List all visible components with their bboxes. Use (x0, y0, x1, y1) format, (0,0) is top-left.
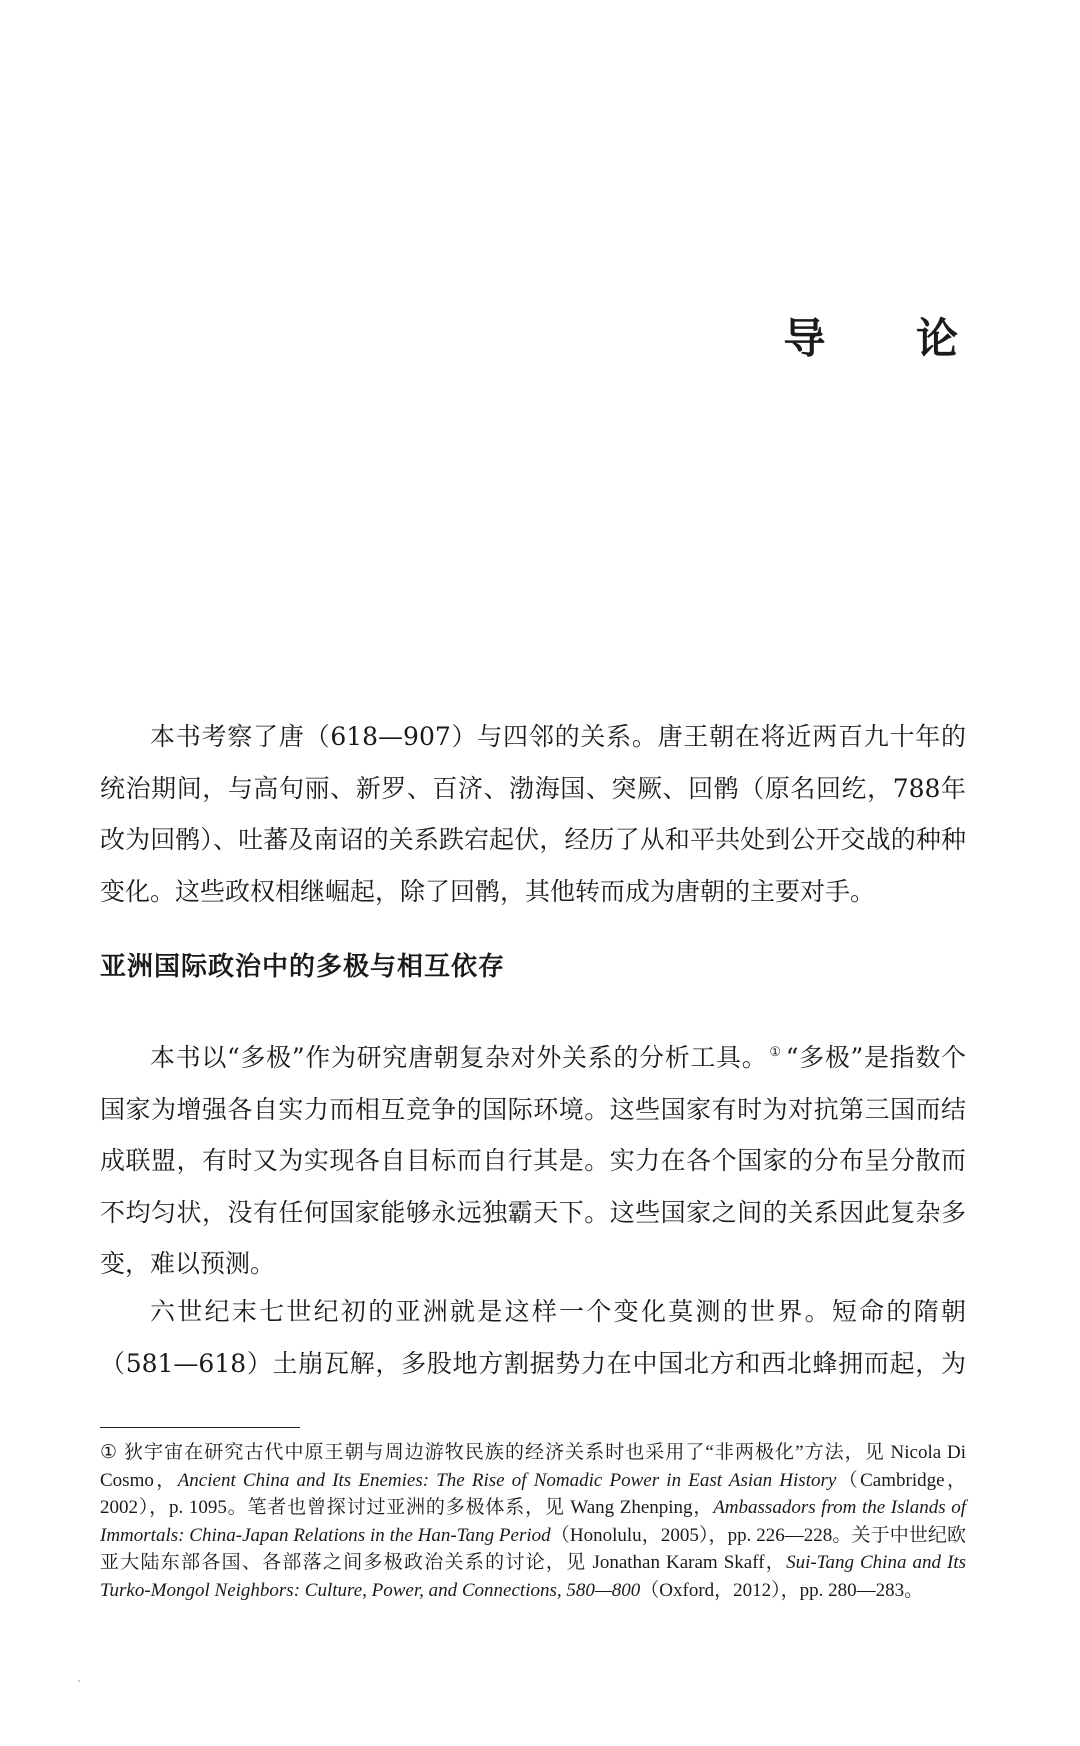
footnote-book-title: Ancient China and Its Enemies: The Rise of Nomadic Power in East Asian History (177, 1469, 837, 1491)
footnote-text: （Cambridge，2002），p. 1095。笔者也曾探讨过亚洲的多极体系，见 Wang Zhenping， (100, 1469, 966, 1518)
footnote-text: （Oxford，2012），pp. 280—283。 (640, 1579, 924, 1601)
footnote-number: ① (100, 1442, 119, 1463)
scan-speck (78, 1680, 80, 1682)
chapter-title: 导 论 (783, 314, 996, 363)
footnote-reference[interactable]: ① (769, 1045, 782, 1060)
section-heading: 亚洲国际政治中的多极与相互依存 (100, 952, 506, 982)
intro-paragraph: 本书考察了唐（618—907）与四邻的关系。唐王朝在将近两百九十年的统治期间，与高句丽、新罗、百济、渤海国、突厥、回鹘（原名回纥，788年改为回鹘）、吐蕃及南诏的关系跌宕起伏，经历了从和平共处到公开交战的种种变化。这些政权相继崛起，除了回鹘，其他转而成为唐朝的主要对手。 (100, 722, 966, 906)
footnote-divider (100, 1427, 300, 1428)
asia-paragraph: 六世纪末七世纪初的亚洲就是这样一个变化莫测的世界。短命的隋朝（581—618）土崩瓦解，多股地方割据势力在中国北方和西北蜂拥而起，为 (100, 1297, 966, 1378)
footnote-text: 狄宇宙在研究古代中原王朝与周边游牧民族的经济关系时也采用了“非两极化”方法，见 Nicola Di Cosmo， (100, 1442, 966, 1491)
paragraph-text: 本书以“多极”作为研究唐朝复杂对外关系的分析工具。 (150, 1043, 768, 1072)
footnote-text: （Honolulu，2005），pp. 226—228。关于中世纪欧亚大陆东部各国、各部落之间多极政治关系的讨论，见 Jonathan Karam Skaff， (100, 1524, 967, 1573)
footnote (100, 1439, 966, 1604)
footnote-book-title: Sui-Tang China and Its Turko-Mongol Neighbors: Culture, Power, and Connections, 580—800 (100, 1552, 966, 1601)
multipolarity-paragraph (100, 1027, 966, 1290)
footnote-book-title: Ambassadors from the Islands of Immortals: China-Japan Relations in the Han-Tang Period (100, 1497, 966, 1546)
paragraph-text: “多极”是指数个国家为增强各自实力而相互竞争的国际环境。这些国家有时为对抗第三国而结成联盟，有时又为实现各自目标而自行其是。实力在各个国家的分布呈分散而不均匀状，没有任何国家能够永远独霸天下。这些国家之间的关系因此复杂多变，难以预测。 (100, 1043, 966, 1278)
